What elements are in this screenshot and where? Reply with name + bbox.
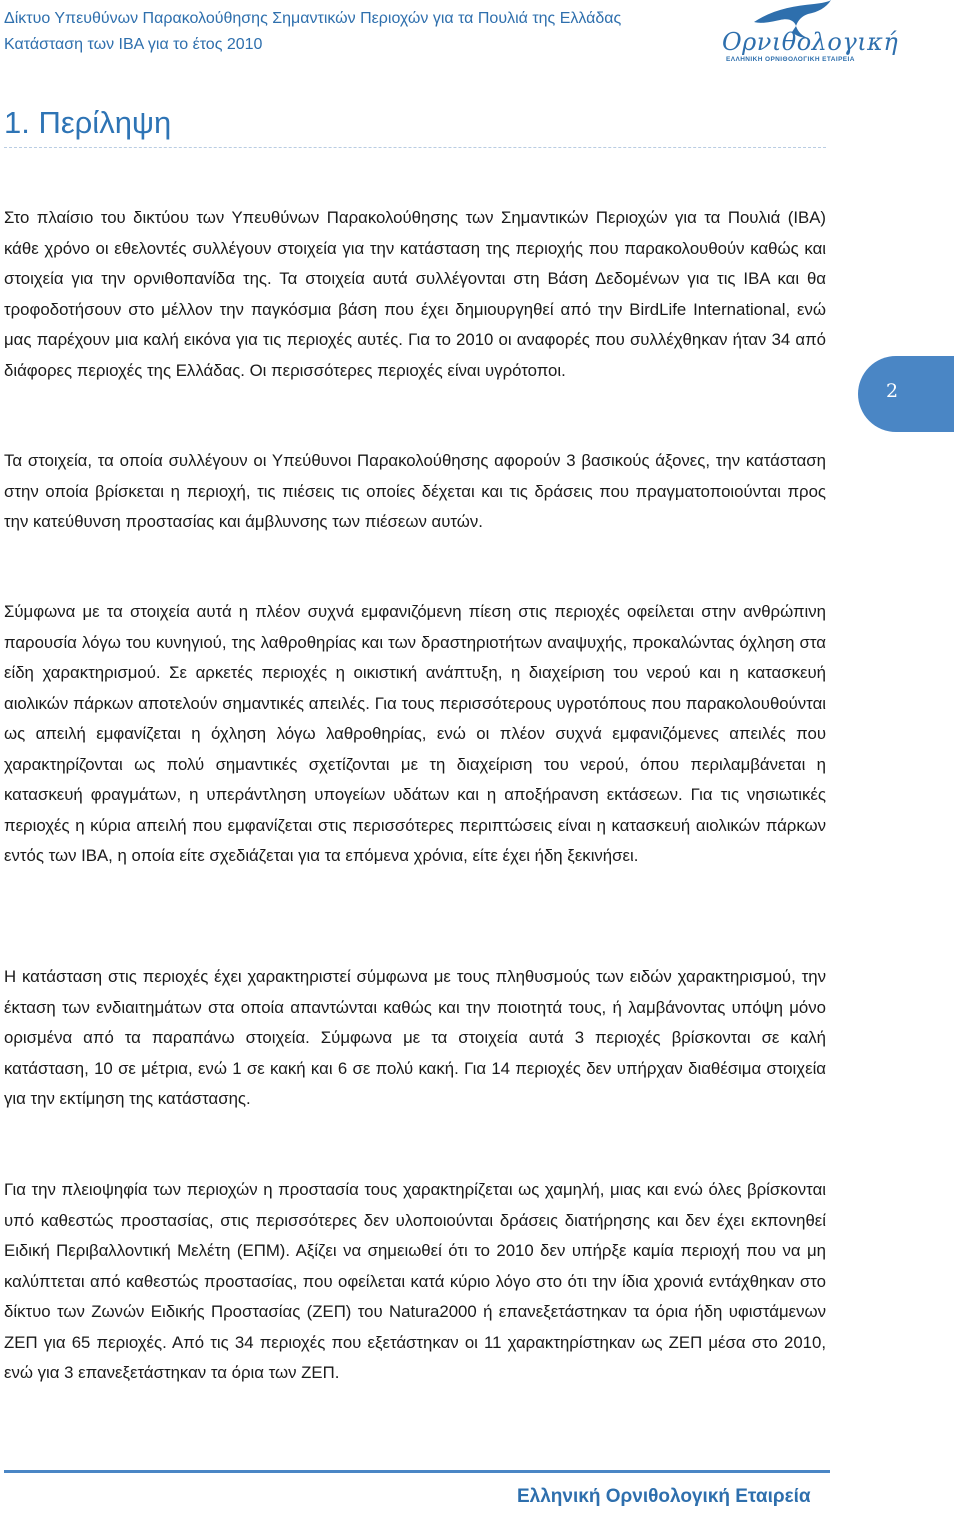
page-number-badge xyxy=(858,356,954,432)
logo-subtitle: ΕΛΛΗΝΙΚΗ ΟΡΝΙΘΟΛΟΓΙΚΗ ΕΤΑΙΡΕΙΑ xyxy=(726,56,855,63)
header-document-title: Δίκτυο Υπευθύνων Παρακολούθησης Σημαντικών Περιοχών για τα Πουλιά της Ελλάδας xyxy=(4,10,622,27)
section-title: 1. Περίληψη xyxy=(4,105,172,140)
title-divider xyxy=(4,147,826,148)
header-report-subtitle: Κατάσταση των ΙΒΑ για το έτος 2010 xyxy=(4,36,263,53)
summary-paragraph-2: Τα στοιχεία, τα οποία συλλέγουν οι Υπεύθυνοι Παρακολούθησης αφορούν 3 βασικούς άξονες, την κατάσταση στην οποία βρίσκεται η περιοχή, τις πιέσεις τις οποίες δέχεται και τις δράσεις που πραγματοποιούνται προς την κατεύθυνση προστασίας και άμβλυνσης των πιέσεων αυτών. xyxy=(4,451,826,531)
ornithological-society-logo xyxy=(718,0,899,70)
footer-organization: Ελληνική Ορνιθολογική Εταιρεία xyxy=(517,1486,811,1507)
summary-paragraph-4: Η κατάσταση στις περιοχές έχει χαρακτηριστεί σύμφωνα με τους πληθυσμούς των ειδών χαρακτηρισμού, την έκταση των ενδιαιτημάτων στα οποία απαντώνται καθώς και την ποιοτητά τους, ή λαμβάνοντας υπόψη μόνο ορισμένα από τα παραπάνω στοιχεία. Σύμφωνα με τα στοιχεία αυτά 3 περιοχές βρίσκονται σε καλή κατάσταση, 10 σε μέτρια, ενώ 1 σε κακή και 6 σε πολύ κακή. Για 14 περιοχές δεν υπήρχαν διαθέσιμα στοιχεία για την εκτίμηση της κατάστασης. xyxy=(4,967,826,1108)
summary-paragraph-5: Για την πλειοψηφία των περιοχών η προστασία τους χαρακτηρίζεται ως χαμηλή, μιας και ενώ όλες βρίσκονται υπό καθεστώς προστασίας, στις περισσότερες δεν υλοποιούνται δράσεις διατήρησης και δεν έχει εκπονηθεί Ειδική Περιβαλλοντική Μελέτη (ΕΠΜ). Αξίζει να σημειωθεί ότι το 2010 δεν υπήρξε καμία περιοχή που να μη καλύπτεται από καθεστώς προστασίας, που οφείλεται κατά κύριο λόγο στο ότι την ίδια χρονιά εντάχθηκαν στο δίκτυο των Ζωνών Ειδικής Προστασίας (ΖΕΠ) του Natura2000 ή επανεξετάστηκαν τα όρια ήδη υφιστάμενων ΖΕΠ για 65 περιοχές. Από τις 34 περιοχές που εξετάστηκαν οι 11 χαρακτηρίστηκαν ως ΖΕΠ μέσα στο 2010, ενώ για 3 επανεξετάστηκαν τα όρια των ΖΕΠ. xyxy=(4,1180,826,1382)
summary-paragraph-3: Σύμφωνα με τα στοιχεία αυτά η πλέον συχνά εμφανιζόμενη πίεση στις περιοχές οφείλεται στην ανθρώπινη παρουσία λόγω του κυνηγιού, της λαθροθηρίας και των δραστηριοτήτων αναψυχής, προκαλώντας όχληση στα είδη χαρακτηρισμού. Σε αρκετές περιοχές η οικιστική ανάπτυξη, η διαχείριση του νερού και η κατασκευή αιολικών πάρκων αποτελούν σημαντικές απειλές. Για τους περισσότερους υγροτόπους που παρακολουθούνται ως απειλή εμφανίζεται η όχληση λόγω λαθροθηρίας, ενώ οι πλέον συχνά εμφανιζόμενες απειλές που χαρακτηρίζονται ως πολύ σημαντικές σχετίζονται με τη διαχείριση του νερού, όπου περιλαμβάνεται η κατασκευή φραγμάτων, η υπεράντληση υπογείων υδάτων και η αποξήρανση εκτάσεων. Για τις νησιωτικές περιοχές η κύρια απειλή που εμφανίζεται στις περισσότερες περιπτώσεις είναι η κατασκευή αιολικών πάρκων εντός των ΙΒΑ, η οποία είτε σχεδιάζεται για τα επόμενα χρόνια, είτε έχει ήδη ξεκινήσει. xyxy=(4,602,826,865)
summary-paragraph-1: Στο πλαίσιο του δικτύου των Υπευθύνων Παρακολούθησης των Σημαντικών Περιοχών για τα Πουλιά (ΙΒΑ) κάθε χρόνο οι εθελοντές συλλέγουν στοιχεία για την κατάσταση της περιοχής που παρακολουθούν καθώς και στοιχεία για την ορνιθοπανίδα της. Τα στοιχεία αυτά συλλέγονται στη Βάση Δεδομένων για τις ΙΒΑ και θα τροφοδοτήσουν στο μέλλον την παγκόσμια βάση που έχει δημιουργηθεί από την BirdLife International, ενώ μας παρέχουν μια καλή εικόνα για τις περιοχές αυτές. Για το 2010 οι αναφορές που συλλέχθηκαν ήταν 34 από διάφορες περιοχές της Ελλάδας. Οι περισσότερες περιοχές είναι υγρότοποι. xyxy=(4,208,826,380)
logo-name: Ορνιθολογική xyxy=(722,28,899,56)
footer-divider xyxy=(4,1470,830,1473)
page-number: 2 xyxy=(886,380,899,402)
